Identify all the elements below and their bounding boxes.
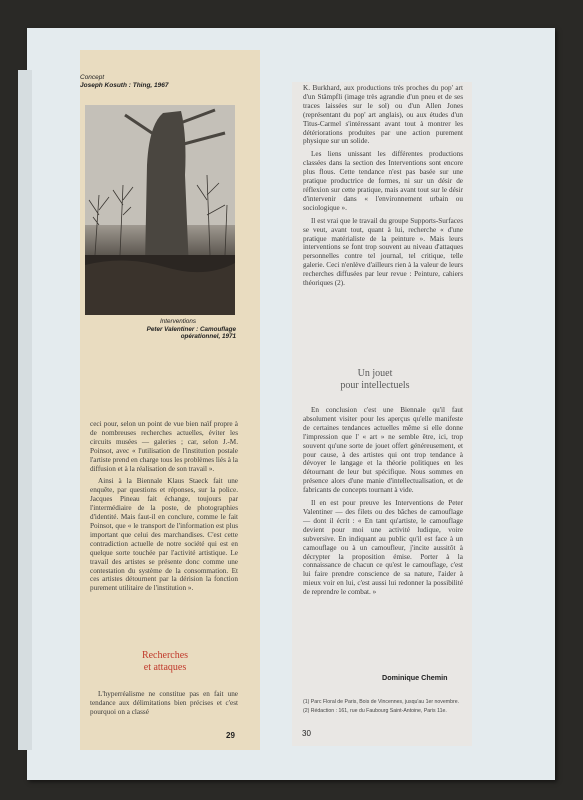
board-edge bbox=[18, 70, 32, 750]
right-body-text-bottom bbox=[303, 406, 463, 601]
right-paragraph-5: Il en est pour preuve les Interventions de Peter Valentiner — des filets ou des bâches de camouflage — dont il écrit : « En tant qu'artiste, le camouflage devient pour moi une activité ludique, voire subversive. En indiquant au public qu'il est face à un camouflage ou à un camoufleur, j'incite aussitôt à décrypter la proposition émise. Porter à la connaissance de chacun ce qu'est le camouflage, c'est lui faire prendre conscience de sa nature, l'aider à mieux voir en lui, c'est aussi lui redonner la possibilité de reprendre le combat. » bbox=[303, 499, 463, 597]
right-section-heading bbox=[320, 368, 430, 392]
photo-caption bbox=[120, 318, 236, 341]
top-caption bbox=[80, 74, 168, 90]
left-bottom-text bbox=[90, 690, 238, 721]
right-body-text-top bbox=[303, 84, 463, 292]
left-body-text bbox=[90, 420, 238, 597]
footnote-1: (1) Parc Floral de Paris, Bois de Vincennes, jusqu'au 1er novembre. bbox=[303, 699, 460, 705]
right-paragraph-3: Il est vrai que le travail du groupe Supports-Surfaces se veut, avant tout, quant à lui, recherche « d'une pratique matérialiste de la peinture ». Mais leurs interventions se font trop souvent au niveau d'attaques personnelles contre tel journal, tel critique, telle galerie. Ceci n'enlève d'ailleurs rien à la valeur de leurs recherches diffusées par leur revue : Peinture, cahiers théoriques (2). bbox=[303, 216, 463, 288]
footnote-2: (2) Rédaction : 161, rue du Faubourg Saint-Antoine, Paris 11e. bbox=[303, 707, 447, 714]
photo-caption-line-3: opérationnel, 1971 bbox=[180, 333, 236, 340]
left-section-heading bbox=[110, 650, 220, 674]
left-paragraph-2: Ainsi à la Biennale Klaus Staeck fait une enquête, par questions et réponses, sur la police. Jacques Pineau fait échange, toujours par l'intermédiaire de la poste, de photographies d'identité. Mais faut-il en conclure, comme le fait Poinsot, que « le transport de l'information est plus important que celui des marchandises. C'est cette contradiction actuelle de notre société qui est en quelque sorte touchée par l'activité artistique. Le travail des artistes se présente donc comme une contestation du système de la consommation. Et ces artistes détournent par la dérision la fonction purement utilitaire de l'institution ». bbox=[90, 477, 238, 593]
photo-caption-line-1: Interventions bbox=[159, 318, 197, 325]
left-bottom-paragraph: L'hyperréalisme ne constitue pas en fait une tendance aux délimitations bien précises et c'est pourquoi on a classé bbox=[90, 690, 238, 716]
top-caption-line-2: Joseph Kosuth : Thing, 1967 bbox=[80, 82, 169, 89]
right-paragraph-2: Les liens unissant les différentes productions classées dans la section des Interventions sont encore plus flous. Cette tendance n'est pas basée sur une pratique productrice de formes, ni sur un désir de réflexion sur cette pratique, mais avant tout sur le désir d'intervenir dans « l'environnement urbain ou sociologique ». bbox=[303, 150, 463, 212]
right-heading-line-2: pour intellectuels bbox=[340, 380, 410, 391]
right-heading-line-1: Un jouet bbox=[357, 368, 393, 379]
photo-caption-line-2: Peter Valentiner : Camouflage bbox=[146, 325, 236, 333]
author-signature: Dominique Chemin bbox=[382, 673, 448, 682]
left-heading-line-2: et attaques bbox=[143, 662, 187, 673]
right-paragraph-4: En conclusion c'est une Biennale qu'il faut absolument visiter pour les aperçus qu'elle manifeste de certaines tendances actuelles même si elle donne l'impression que l' « art » ne semble être, ici, trop souvent qu'une sorte de jouet offert généreusement, et pour cause, à des artistes qui ont trop tendance à dévoyer le langage et la théorie politiques en les détournant de leur but spécifique. Nous sommes en présence alors d'une manie d'intellectualisation, et de fabricants de concepts tournant à vide. bbox=[303, 406, 463, 495]
page-number-30: 30 bbox=[302, 729, 311, 738]
right-paragraph-1: K. Burkhard, aux productions très proches du pop' art d'un Stämpfli (image très agrandie d'un pneu et de ses traces laissées sur le sol) ou d'un Allen Jones (représentant du pop' art anglais), ou aux études d'un Titus-Carmel s'intéressant avant tout à montrer les détériorations produites par une action purement physique sur un solide. bbox=[303, 84, 463, 146]
left-paragraph-1: ceci pour, selon un point de vue bien naïf propre à de nombreuses recherches actuelles, éviter les circuits musées — galeries ; car, selon J.-M. Poinsot, avec « l'utilisation de l'institution postale l'artiste prend en charge tous les problèmes liés à la diffusion et à la réalisation de son travail ». bbox=[90, 420, 238, 473]
footnotes bbox=[303, 699, 461, 714]
tree-photo bbox=[85, 105, 235, 315]
left-heading-line-1: Recherches bbox=[141, 650, 189, 661]
page-number-29: 29 bbox=[226, 731, 235, 740]
top-caption-line-1: Concept bbox=[80, 74, 105, 81]
